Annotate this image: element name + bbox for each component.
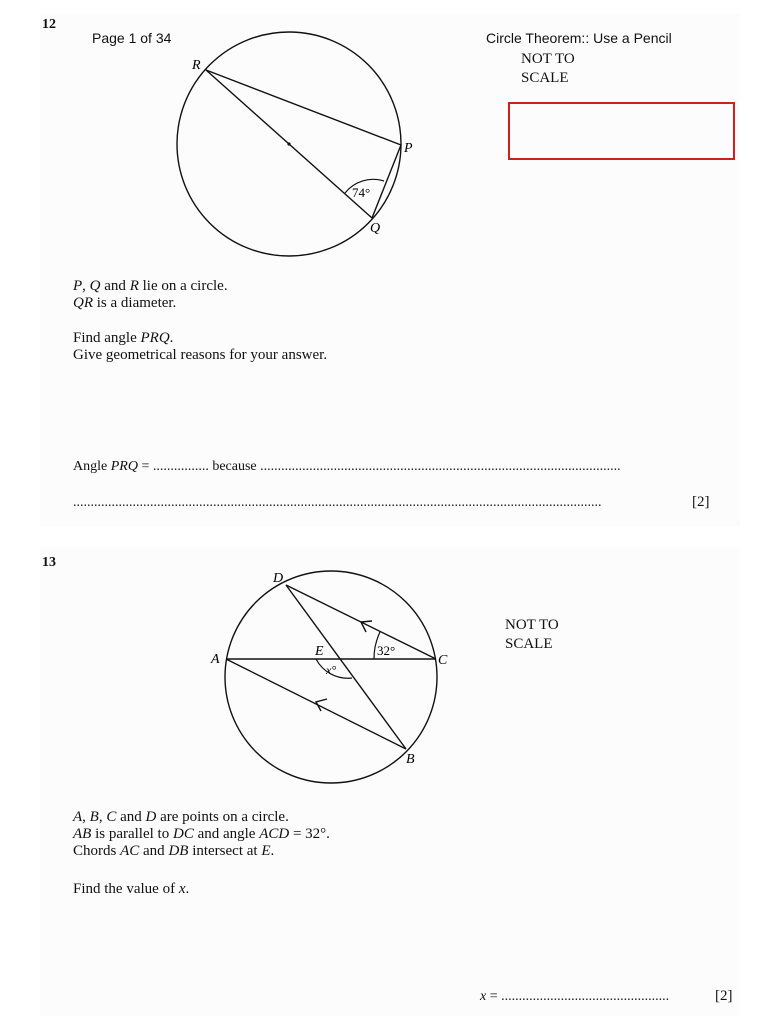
chord-db — [286, 585, 406, 749]
question-12-instructions — [73, 330, 327, 364]
label-b: B — [406, 752, 415, 767]
q12-answer-line-1[interactable]: Angle PRQ = ................ because ....................................................................................................... — [73, 459, 621, 474]
circle-diagram-q13 — [0, 548, 768, 808]
chord-ab — [226, 659, 406, 749]
not-to-scale-line-1: NOT TO — [521, 51, 575, 67]
angle-label-32: 32° — [377, 643, 396, 658]
q12-marks: [2] — [692, 494, 710, 510]
label-d: D — [273, 571, 284, 586]
q12-answer-line-2[interactable]: ....................................................................................................................................................... — [73, 495, 602, 510]
question-13-text — [73, 809, 330, 860]
label-c: C — [438, 653, 448, 668]
chord-rp — [206, 70, 401, 145]
q13-answer-line[interactable]: x = ................................................ — [480, 989, 670, 1004]
q13-instruction: Find the value of x. — [73, 881, 190, 897]
q13-marks: [2] — [715, 988, 733, 1004]
not-to-scale-line-2: SCALE — [505, 636, 553, 652]
page-indicator: Page 1 of 34 — [92, 30, 172, 46]
chord-pq — [372, 145, 401, 218]
label-q: Q — [370, 221, 381, 236]
q12-statement-1: P, Q and R lie on a circle. — [73, 278, 228, 294]
q12-instruction-1: Find angle PRQ. — [73, 330, 174, 346]
page-title: Circle Theorem:: Use a Pencil — [486, 30, 672, 46]
label-a: A — [211, 652, 220, 667]
q12-statement-2: QR is a diameter. — [73, 295, 177, 311]
q13-statement-2: AB is parallel to DC and angle ACD = 32°. — [73, 826, 330, 842]
label-p: P — [404, 141, 413, 156]
not-to-scale-line-1: NOT TO — [505, 617, 559, 633]
not-to-scale-line-2: SCALE — [521, 70, 569, 86]
question-number-12: 12 — [42, 17, 56, 32]
angle-label-x: x° — [326, 663, 337, 677]
question-12-text — [73, 278, 228, 312]
q12-instruction-2: Give geometrical reasons for your answer. — [73, 347, 328, 363]
label-r: R — [192, 58, 201, 73]
question-number-13: 13 — [42, 555, 56, 570]
q13-statement-3: Chords AC and DB intersect at E. — [73, 843, 275, 859]
label-e: E — [315, 644, 324, 659]
q13-statement-1: A, B, C and D are points on a circle. — [73, 809, 289, 825]
circle-diagram-q12 — [0, 0, 768, 270]
angle-label-74: 74° — [352, 185, 371, 200]
centre-point — [287, 142, 290, 145]
